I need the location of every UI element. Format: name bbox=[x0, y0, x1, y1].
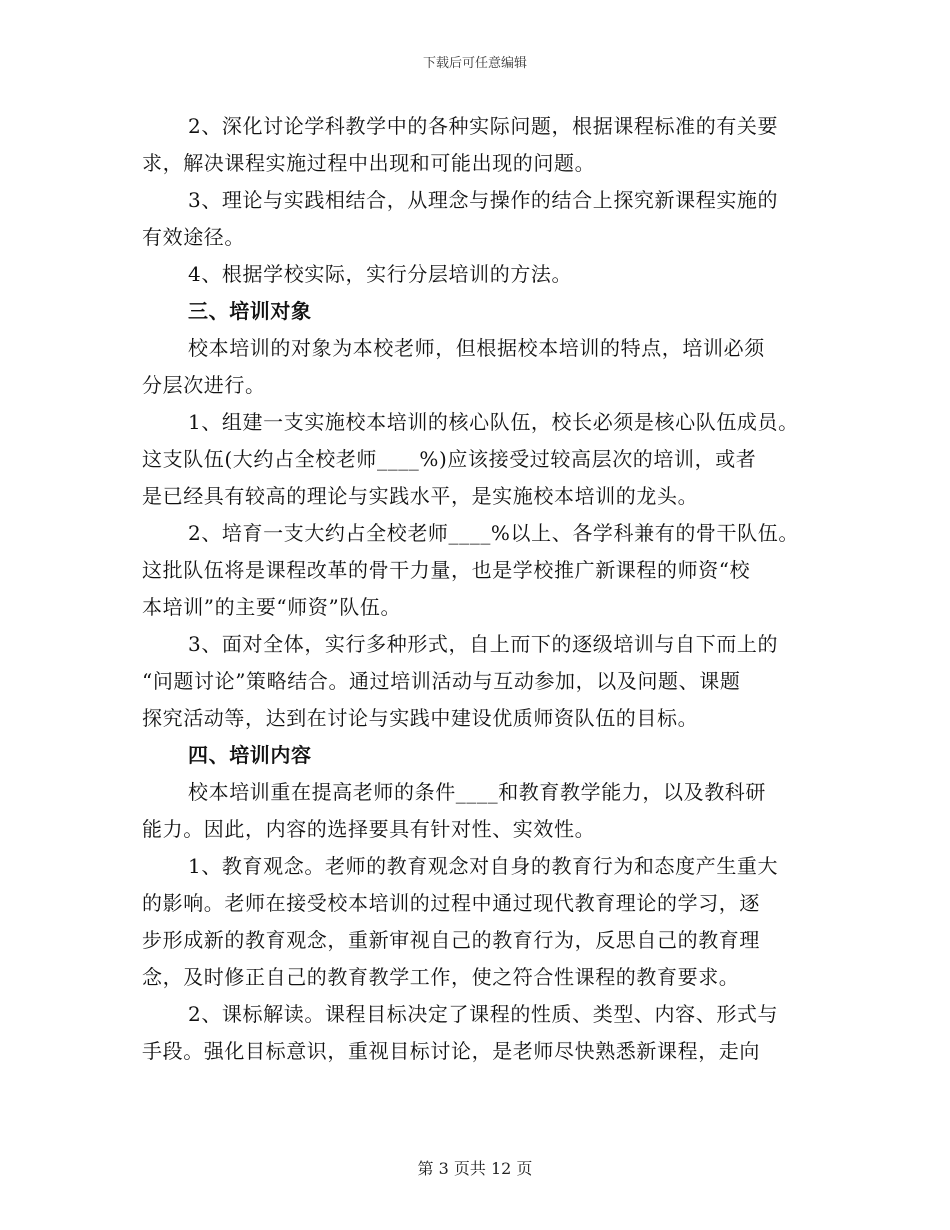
paragraph-line: 这批队伍将是课程改革的骨干力量，也是学校推广新课程的师资“校 bbox=[142, 558, 751, 582]
paragraph-line: 校本培训重在提高老师的条件____和教育教学能力，以及教科研 bbox=[188, 780, 766, 804]
paragraph-line: 2、课标解读。课程目标决定了课程的性质、类型、内容、形式与 bbox=[188, 1002, 779, 1026]
paragraph-line: 这支队伍(大约占全校老师____%)应该接受过较高层次的培训，或者 bbox=[142, 447, 757, 471]
paragraph-line: 能力。因此，内容的选择要具有针对性、实效性。 bbox=[142, 817, 596, 841]
paragraph-line: 2、深化讨论学科教学中的各种实际问题，根据课程标准的有关要 bbox=[188, 114, 779, 138]
paragraph-line: 是已经具有较高的理论与实践水平，是实施校本培训的龙头。 bbox=[142, 484, 699, 508]
paragraph-line: 求，解决课程实施过程中出现和可能出现的问题。 bbox=[142, 151, 596, 175]
section-heading: 三、培训对象 bbox=[188, 299, 312, 323]
page-footer: 第 3 页共 12 页 bbox=[417, 1159, 533, 1178]
paragraph-line: 本培训”的主要“师资”队伍。 bbox=[142, 595, 402, 619]
paragraph-line: “问题讨论”策略结合。通过培训活动与互动参加，以及问题、课题 bbox=[142, 669, 741, 693]
section-heading: 四、培训内容 bbox=[188, 743, 312, 767]
paragraph-line: 有效途径。 bbox=[142, 225, 245, 249]
paragraph-line: 4、根据学校实际，实行分层培训的方法。 bbox=[188, 262, 573, 286]
paragraph-line: 步形成新的教育观念，重新审视自己的教育行为，反思自己的教育理 bbox=[142, 928, 760, 952]
paragraph-line: 2、培育一支大约占全校老师____%以上、各学科兼有的骨干队伍。 bbox=[188, 521, 799, 545]
paragraph-line: 分层次进行。 bbox=[142, 373, 266, 397]
paragraph-line: 念，及时修正自己的教育教学工作，使之符合性课程的教育要求。 bbox=[142, 965, 740, 989]
paragraph-line: 1、组建一支实施校本培训的核心队伍，校长必须是核心队伍成员。 bbox=[188, 410, 799, 434]
paragraph-line: 的影响。老师在接受校本培训的过程中通过现代教育理论的学习，逐 bbox=[142, 891, 760, 915]
paragraph-line: 3、理论与实践相结合，从理念与操作的结合上探究新课程实施的 bbox=[188, 188, 779, 212]
document-body bbox=[142, 111, 822, 1073]
page-header: 下载后可任意编辑 bbox=[422, 56, 527, 71]
paragraph-line: 1、教育观念。老师的教育观念对自身的教育行为和态度产生重大 bbox=[188, 854, 779, 878]
paragraph-line: 探究活动等，达到在讨论与实践中建设优质师资队伍的目标。 bbox=[142, 706, 699, 730]
paragraph-line: 3、面对全体，实行多种形式，自上而下的逐级培训与自下而上的 bbox=[188, 632, 779, 656]
paragraph-line: 校本培训的对象为本校老师，但根据校本培训的特点，培训必须 bbox=[188, 336, 765, 360]
paragraph-line: 手段。强化目标意识，重视目标讨论，是老师尽快熟悉新课程，走向 bbox=[142, 1039, 760, 1063]
